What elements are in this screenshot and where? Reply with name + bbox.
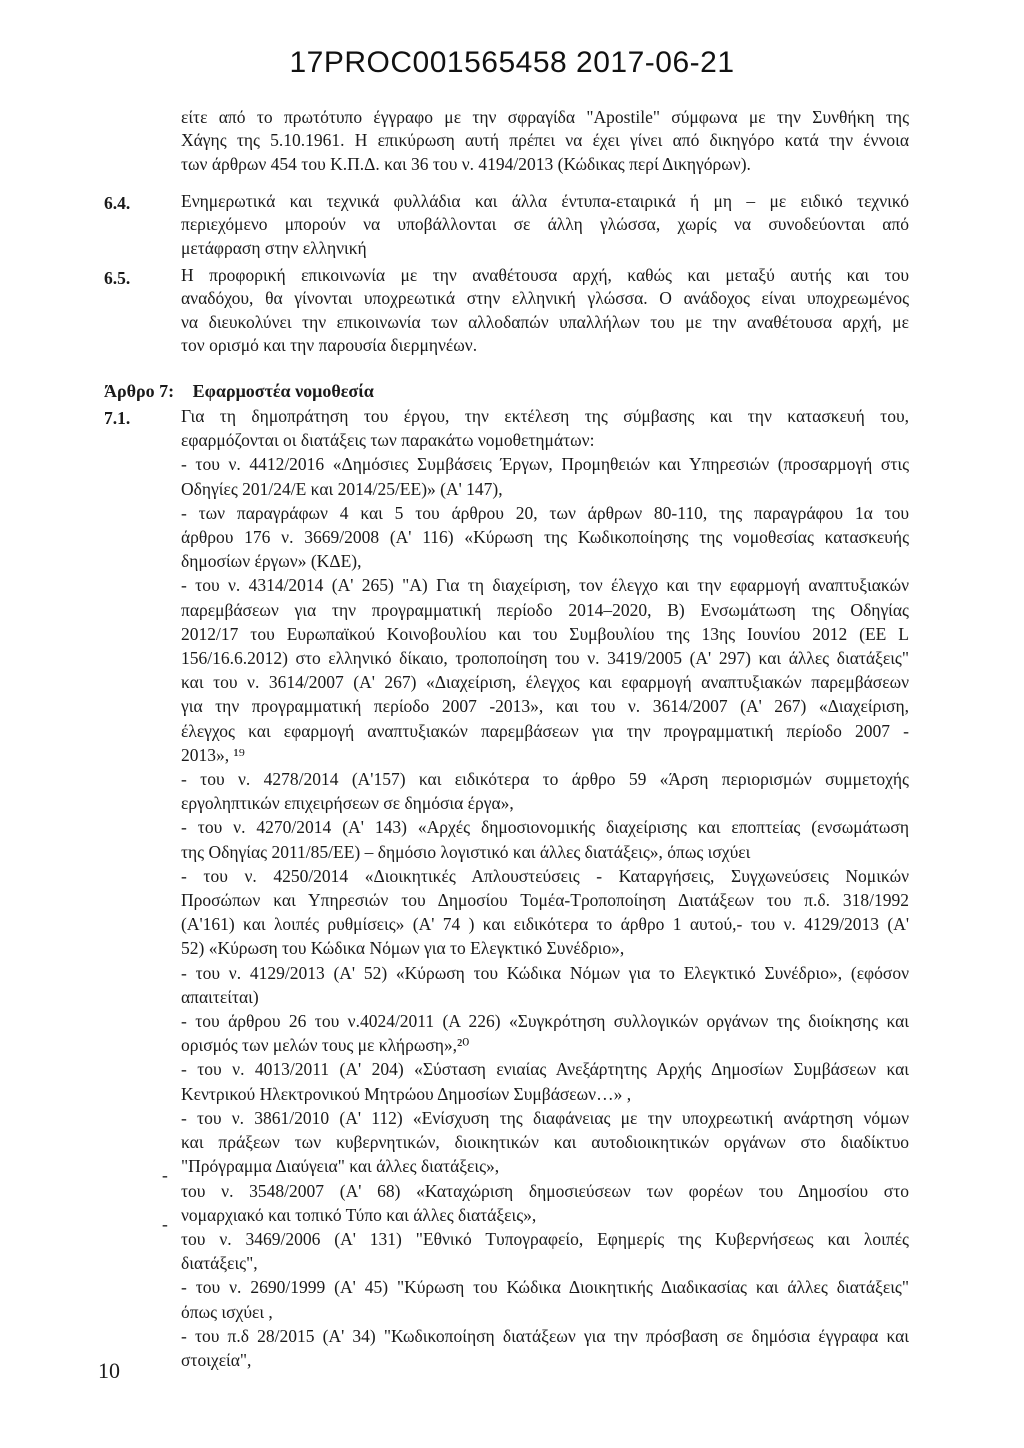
- text-line: 2013», ¹⁹: [181, 744, 245, 765]
- text-line: - του ν. 4278/2014 (Α'157) και ειδικότερα το άρθρο 59 «Άρση περιορισμών συμμετοχής: [181, 769, 909, 790]
- text-line: όπως ισχύει ,: [181, 1301, 273, 1322]
- article-label: Άρθρο 7:: [104, 381, 175, 401]
- text-line: 52) «Κύρωση του Κώδικα Νόμων για το Ελεγκτικό Συνέδριο»,: [181, 938, 625, 959]
- text-line: έλεγχος και εφαρμογή αναπτυξιακών παρεμβάσεων για την προγραμματική περίοδο 2007 -: [181, 720, 909, 741]
- article-heading: [104, 381, 388, 402]
- text-line: δημοσίων έργων» (ΚΔΕ),: [181, 551, 362, 572]
- article-title: Εφαρμοστέα νομοθεσία: [192, 381, 374, 401]
- text-line: Οδηγίες 201/24/Ε και 2014/25/ΕΕ)» (Α' 147),: [181, 478, 503, 499]
- text-line: ορισμός των μελών τους με κλήρωση»,²⁰: [181, 1035, 470, 1056]
- list-dash: -: [162, 1165, 168, 1185]
- text-line: Ενημερωτικά και τεχνικά φυλλάδια και άλλα έντυπα-εταιρικά ή μη – με ειδικό τεχνικό: [181, 191, 909, 211]
- text-line: - του ν. 4013/2011 (Α' 204) «Σύσταση ενιαίας Ανεξάρτητης Αρχής Δημοσίων Συμβάσεων και: [181, 1059, 909, 1080]
- text-line: - του ν. 2690/1999 (Α' 45) "Κύρωση του Κώδικα Διοικητικής Διαδικασίας και άλλες διατάξεις": [181, 1277, 909, 1298]
- text-line: - του ν. 4129/2013 (Α' 52) «Κύρωση του Κώδικα Νόμων για το Ελεγκτικό Συνέδριο», (εφόσον: [181, 962, 909, 983]
- text-line: - των παραγράφων 4 και 5 του άρθρου 20, των άρθρων 80-110, της παραγράφου 1α του: [181, 502, 909, 523]
- document-header: 17PROC001565458 2017-06-21: [289, 46, 735, 79]
- text-line: να διευκολύνει την επικοινωνία των αλλοδαπών υπαλλήλων του με την αναθέτουσα αρχή, με: [181, 311, 909, 332]
- text-line: - του ν. 4250/2014 «Διοικητικές Απλουστεύσεις - Καταργήσεις, Συγχωνεύσεις Νομικών: [181, 865, 909, 886]
- text-line: αναδόχου, θα γίνονται υποχρεωτικά στην ελληνική γλώσσα. Ο ανάδοχος είναι υποχρεωμένος: [181, 288, 909, 309]
- text-line: 156/16.6.2012) στο ελληνικό δίκαιο, τροποποίηση του ν. 3419/2005 (Α' 297) και άλλες διατάξεις": [181, 648, 909, 669]
- text-line: απαιτείται): [181, 986, 259, 1007]
- text-line: του ν. 3469/2006 (Α' 131) "Εθνικό Τυπογραφείο, Εφημερίς της Κυβερνήσεως και λοιπές: [181, 1228, 909, 1249]
- text-line: για την προγραμματική περίοδο 2007 -2013», και του ν. 3614/2007 (Α' 267) «Διαχείριση,: [181, 696, 909, 717]
- text-line: - του άρθρου 26 του ν.4024/2011 (Α 226) «Συγκρότηση συλλογικών οργάνων της διοίκησης και: [181, 1011, 909, 1032]
- section-number: 6.5.: [104, 268, 131, 288]
- text-line: άρθρου 176 ν. 3669/2008 (Α' 116) «Κύρωση της Κωδικοποίησης της νομοθεσίας κατασκευής: [181, 527, 909, 548]
- text-line: - του ν. 4314/2014 (Α' 265) "Α) Για τη διαχείριση, τον έλεγχο και την εφαρμογή αναπτυξιακών: [181, 575, 909, 596]
- text-line: μετάφραση στην ελληνική: [181, 237, 367, 258]
- list-dash: -: [162, 1214, 168, 1234]
- section-number: 7.1.: [104, 408, 131, 428]
- section-6-4-paragraph: [181, 190, 909, 260]
- text-line: της Οδηγίας 2011/85/ΕΕ) – δημόσιο λογιστικό και άλλες διατάξεις», όπως ισχύει: [181, 841, 751, 862]
- text-line: είτε από το πρωτότυπο έγγραφο με την σφραγίδα "Apostile" σύμφωνα με την Συνθήκη της: [181, 107, 909, 127]
- text-line: διατάξεις",: [181, 1253, 258, 1274]
- page-number: 10: [98, 1358, 120, 1383]
- text-line: 2012/17 του Ευρωπαϊκού Κοινοβουλίου και του Συμβουλίου της 13ης Ιουνίου 2012 (ΕΕ L: [181, 623, 909, 644]
- text-line: των άρθρων 454 του Κ.Π.Δ. και 36 του ν. 4194/2013 (Κώδικας περί Δικηγόρων).: [181, 153, 751, 174]
- text-line: Η προφορική επικοινωνία με την αναθέτουσα αρχή, καθώς και μεταξύ αυτής και του: [181, 265, 909, 285]
- text-line: του ν. 3548/2007 (Α' 68) «Καταχώριση δημοσιεύσεων των φορέων του Δημοσίου στο: [181, 1180, 909, 1201]
- text-line: περιεχόμενο μπορούν να υποβάλλονται σε άλλη γλώσσα, χωρίς να συνοδεύονται από: [181, 214, 909, 235]
- section-7-1-paragraph: [181, 404, 909, 1372]
- text-line: νομαρχιακό και τοπικό Τύπο και άλλες διατάξεις»,: [181, 1204, 537, 1225]
- text-line: - του ν. 4270/2014 (Α' 143) «Αρχές δημοσιονομικής διαχείρισης και εποπτείας (ενσωμάτωση: [181, 817, 909, 838]
- text-line: εφαρμόζονται οι διατάξεις των παρακάτω νομοθετημάτων:: [181, 430, 595, 451]
- text-line: και πράξεων των κυβερνητικών, διοικητικών και αυτοδιοικητικών οργάνων στο διαδίκτυο: [181, 1132, 909, 1153]
- section-6-5-paragraph: [181, 264, 909, 358]
- text-line: - του π.δ 28/2015 (Α' 34) "Κωδικοποίηση διατάξεων για την πρόσβαση σε δημόσια έγγραφα και: [181, 1325, 909, 1346]
- text-line: Προσώπων και Υπηρεσιών του Δημοσίου Τομέα-Τροποποίηση Διατάξεων του π.δ. 318/1992: [181, 890, 909, 911]
- text-line: "Πρόγραμμα Διαύγεια" και άλλες διατάξεις»,: [181, 1156, 500, 1177]
- text-line: Για τη δημοπράτηση του έργου, την εκτέλεση της σύμβασης και την κατασκευή του,: [181, 406, 909, 426]
- text-line: τον ορισμό και την παρουσία διερμηνέων.: [181, 335, 478, 356]
- text-line: στοιχεία",: [181, 1349, 252, 1370]
- section-number: 6.4.: [104, 193, 131, 213]
- text-line: (Α'161) και λοιπές ρυθμίσεις» (Α' 74 ) και ειδικότερα το άρθρο 1 αυτού,- του ν. 4129/2013 (Α': [181, 914, 909, 935]
- text-line: και του ν. 3614/2007 (Α' 267) «Διαχείριση, έλεγχος και εφαρμογή αναπτυξιακών παρεμβάσεων: [181, 672, 909, 693]
- text-line: Κεντρικού Ηλεκτρονικού Μητρώου Δημοσίων Συμβάσεων…» ,: [181, 1083, 632, 1104]
- text-line: εργοληπτικών επιχειρήσεων σε δημόσια έργα»,: [181, 793, 514, 814]
- text-line: παρεμβάσεων για την προγραμματική περίοδο 2014–2020, Β) Ενσωμάτωση της Οδηγίας: [181, 599, 909, 620]
- text-line: Χάγης της 5.10.1961. Η επικύρωση αυτή πρέπει να έχει γίνει από δικηγόρο κατά την έννοια: [181, 130, 909, 151]
- text-line: - του ν. 4412/2016 «Δημόσιες Συμβάσεις Έργων, Προμηθειών και Υπηρεσιών (προσαρμογή στις: [181, 454, 909, 475]
- intro-paragraph: [181, 106, 909, 176]
- text-line: - του ν. 3861/2010 (Α' 112) «Ενίσχυση της διαφάνειας με την υποχρεωτική ανάρτηση νόμων: [181, 1107, 909, 1128]
